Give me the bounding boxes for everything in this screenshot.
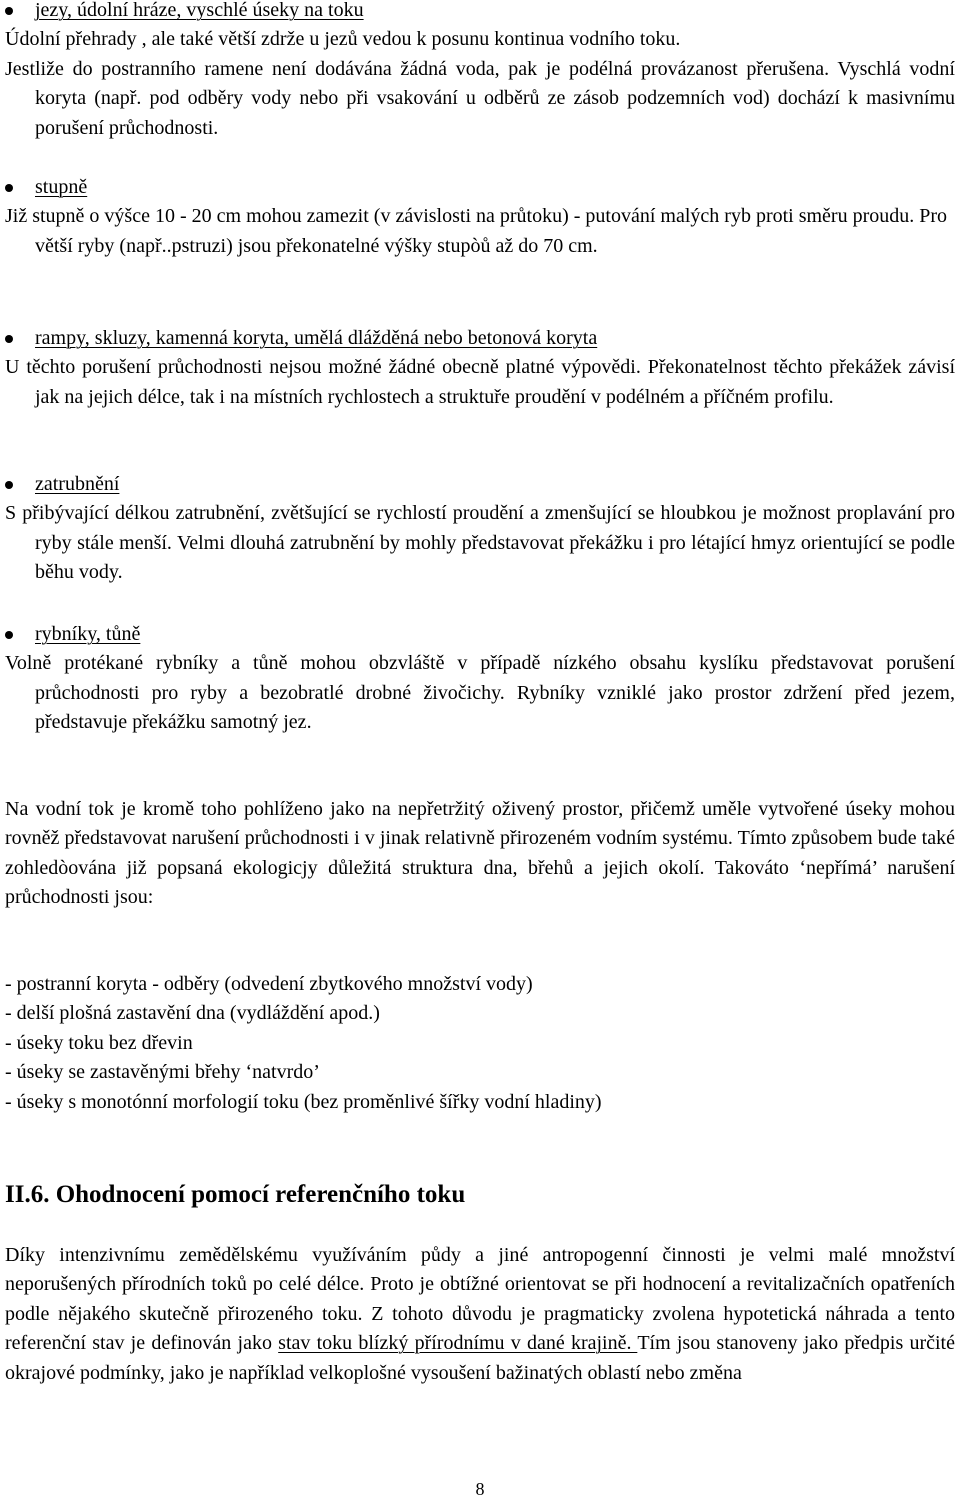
item-title: rampy, skluzy, kamenná koryta, umělá dlážděná nebo betonová koryta bbox=[35, 327, 598, 349]
list-item: - postranní koryta - odběry (odvedení zbytkového množství vody) bbox=[5, 973, 533, 995]
indirect-list bbox=[5, 970, 955, 1117]
list-item: - úseky se zastavěnými břehy ‘natvrdo’ bbox=[5, 1061, 320, 1084]
item-rybniky bbox=[5, 620, 955, 738]
item-stupne bbox=[5, 173, 955, 261]
item-text: Volně protékané rybníky a tůně mohou obzvláště v případě nízkého obsahu kyslíku představovat porušení průchodnosti pro ryby a bezobratlé drobné živočichy. Rybníky vzniklé jako prostor zdržení před jezem, představuje překážku samotný jez. bbox=[5, 652, 955, 734]
list-item: - úseky s monotónní morfologií toku (bez proměnlivé šířky vodní hladiny) bbox=[5, 1090, 602, 1113]
bullet-row bbox=[5, 470, 955, 499]
paragraph-indirect bbox=[5, 795, 955, 913]
item-text: Jestliže do postranního ramene není dodávána žádná voda, pak je podélná provázanost přerušena. Vyschlá vodní koryta (např. pod odběry vody nebo při vsakování u odběrů ze zásob podzemních vod) dochází k masivnímu porušení průchodnosti. bbox=[5, 57, 955, 139]
bullet-row bbox=[5, 0, 955, 25]
text-after-underline: Tím jsou stanoveny jako předpis určité okrajové podmínky, jako je například velkoplošné vysoušení bažinatých oblastí nebo změna bbox=[5, 1332, 955, 1384]
item-title: zatrubnění bbox=[35, 473, 120, 495]
bullet-icon bbox=[5, 481, 13, 489]
paragraph-text: Na vodní tok je kromě toho pohlíženo jako na nepřetržitý oživený prostor, přičemž uměle vytvořené úseky mohou rovněž představovat narušení průchodnosti i v jinak relativně přirozeném vodním systému. Tímto způsobem bude také zohledòována již popsaná ekologicjy důležitá struktura dna, břehů a jejich okolí. Takováto ‘nepřímá’ narušení průchodnosti jsou: bbox=[5, 798, 955, 909]
item-zatrubneni bbox=[5, 470, 955, 588]
item-text: Již stupně o výšce 10 - 20 cm mohou zamezit (v závislosti na průtoku) - putování malých ryb proti směru proudu. Pro větší ryby (např..pstruzi) jsou překonatelné výšky stupòů až do 70 cm. bbox=[5, 205, 948, 257]
bullet-icon bbox=[5, 631, 13, 639]
bullet-row bbox=[5, 324, 955, 353]
list-item: - úseky toku bez dřevin bbox=[5, 1031, 193, 1054]
bullet-row bbox=[5, 173, 955, 202]
list-item: - delší plošná zastavění dna (vydláždění apod.) bbox=[5, 1002, 380, 1025]
item-title: jezy, údolní hráze, vyschlé úseky na toku bbox=[35, 0, 364, 21]
section-heading: II.6. Ohodnocení pomocí referenčního toku bbox=[5, 1181, 466, 1208]
bullet-row bbox=[5, 620, 955, 649]
item-rampy bbox=[5, 324, 955, 412]
underlined-phrase: stav toku blízký přírodnímu v dané krajině. bbox=[278, 1332, 638, 1355]
item-first-line: Údolní přehrady , ale také větší zdrže u jezů vedou k posunu kontinua vodního toku. bbox=[5, 28, 681, 51]
item-title: rybníky, tůně bbox=[35, 623, 141, 645]
bullet-icon bbox=[5, 7, 13, 15]
bullet-icon bbox=[5, 184, 13, 192]
item-jezy bbox=[5, 0, 955, 143]
page-number: 8 bbox=[475, 1479, 485, 1499]
section-paragraph bbox=[5, 1241, 955, 1388]
text-before-underline: Díky intenzivnímu zemědělskému využíváním půdy a jiné antropogenní činnosti je velmi malé množství neporušených přírodních toků po celé délce. Proto je obtížné orientovat se při hodnocení a revitalizačních opatřeních podle nějakého skutečně přirozeného toku. Z tohoto důvodu je pragmaticky zvolena hypotetická náhrada a tento referenční stav je definován jako bbox=[5, 1244, 955, 1355]
item-text: U těchto porušení průchodnosti nejsou možné žádné obecně platné výpovědi. Překonatelnost těchto překážek závisí jak na jejich délce, tak i na místních rychlostech a struktuře proudění v podélném a příčném profilu. bbox=[5, 356, 955, 408]
section-text bbox=[5, 1241, 955, 1388]
item-text: S přibývající délkou zatrubnění, zvětšující se rychlostí proudění a zmenšující se hloubkou je možnost proplavání pro ryby stále menší. Velmi dlouhá zatrubnění by mohly představovat překážku i pro létající hmyz orientující se podle běhu vody. bbox=[5, 502, 955, 584]
bullet-icon bbox=[5, 335, 13, 343]
item-title: stupně bbox=[35, 176, 88, 198]
